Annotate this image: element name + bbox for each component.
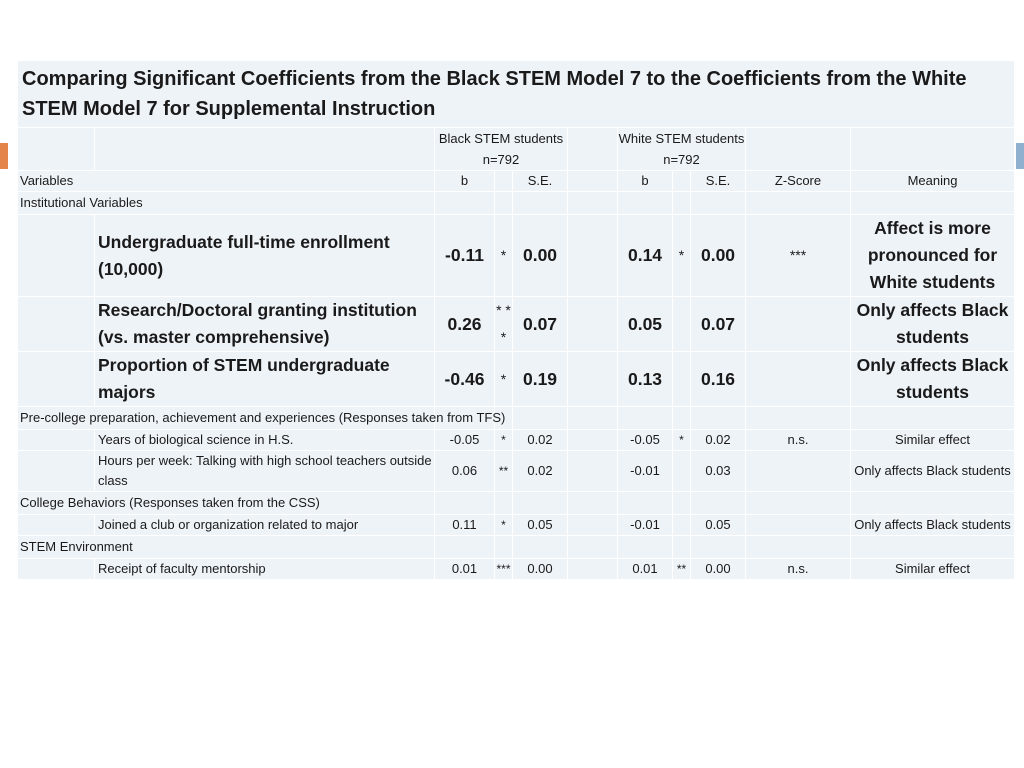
- section-stem: STEM Environment: [18, 536, 435, 559]
- black-b-value: 0.06: [435, 451, 495, 492]
- white-se-value: 0.02: [691, 430, 746, 451]
- black-se-value: 0.02: [513, 430, 568, 451]
- white-b-value: -0.01: [618, 515, 673, 536]
- variables-header: Variables: [18, 171, 435, 192]
- coefficients-table: [17, 60, 1015, 580]
- white-b-value: 0.13: [618, 352, 673, 407]
- white-significance: [673, 451, 691, 492]
- variable-name: Receipt of faculty mentorship: [95, 559, 435, 580]
- variable-name: Years of biological science in H.S.: [95, 430, 435, 451]
- section-row: [18, 536, 1015, 559]
- black-significance: *: [495, 515, 513, 536]
- white-significance: *: [673, 430, 691, 451]
- meaning-text: Only affects Black students: [851, 515, 1015, 536]
- zscore-value: n.s.: [746, 430, 851, 451]
- black-se-value: 0.00: [513, 559, 568, 580]
- black-b-value: 0.01: [435, 559, 495, 580]
- black-significance: *: [495, 430, 513, 451]
- variable-name: Proportion of STEM undergraduate majors: [95, 352, 435, 407]
- white-b-value: 0.14: [618, 215, 673, 297]
- table-title: Comparing Significant Coefficients from the Black STEM Model 7 to the Coefficients from the White STEM Model 7 for Supplemental Instruction: [18, 61, 1015, 128]
- white-significance: [673, 352, 691, 407]
- black-se-value: 0.19: [513, 352, 568, 407]
- table-row: [18, 451, 1015, 492]
- table-row: [18, 352, 1015, 407]
- black-significance: ***: [495, 559, 513, 580]
- black-se-value: 0.02: [513, 451, 568, 492]
- meaning-text: Affect is more pronounced for White students: [851, 215, 1015, 297]
- table-title-row: [18, 61, 1015, 128]
- meaning-header: Meaning: [851, 171, 1015, 192]
- black-se-value: 0.05: [513, 515, 568, 536]
- group-header-row: [18, 128, 1015, 171]
- black-b-value: 0.26: [435, 297, 495, 352]
- black-b-value: -0.05: [435, 430, 495, 451]
- black-b-value: 0.11: [435, 515, 495, 536]
- white-significance: [673, 297, 691, 352]
- white-significance: [673, 515, 691, 536]
- black-significance: *: [495, 352, 513, 407]
- variable-name: Research/Doctoral granting institution (vs. master comprehensive): [95, 297, 435, 352]
- section-row: [18, 492, 1015, 515]
- black-b-value: -0.11: [435, 215, 495, 297]
- white-group-header: White STEM students n=792: [618, 128, 746, 171]
- meaning-text: Similar effect: [851, 559, 1015, 580]
- white-se-value: 0.05: [691, 515, 746, 536]
- table-row: [18, 430, 1015, 451]
- black-se-header: S.E.: [513, 171, 568, 192]
- section-precollege: Pre-college preparation, achievement and experiences (Responses taken from TFS): [18, 407, 435, 430]
- zscore-value: [746, 297, 851, 352]
- white-se-value: 0.16: [691, 352, 746, 407]
- black-se-value: 0.07: [513, 297, 568, 352]
- zscore-value: [746, 515, 851, 536]
- black-se-value: 0.00: [513, 215, 568, 297]
- white-se-value: 0.03: [691, 451, 746, 492]
- white-se-header: S.E.: [691, 171, 746, 192]
- variable-name: Undergraduate full-time enrollment (10,000): [95, 215, 435, 297]
- zscore-value: [746, 352, 851, 407]
- white-significance: **: [673, 559, 691, 580]
- black-b-value: -0.46: [435, 352, 495, 407]
- meaning-text: Similar effect: [851, 430, 1015, 451]
- black-group-header: Black STEM students n=792: [435, 128, 568, 171]
- meaning-text: Only affects Black students: [851, 297, 1015, 352]
- table-row: [18, 559, 1015, 580]
- section-row: [18, 192, 1015, 215]
- table-row: [18, 297, 1015, 352]
- zscore-value: n.s.: [746, 559, 851, 580]
- table-row: [18, 215, 1015, 297]
- table-row: [18, 515, 1015, 536]
- section-row: [18, 407, 1015, 430]
- column-header-row: [18, 171, 1015, 192]
- variable-name: Hours per week: Talking with high school teachers outside class: [95, 451, 435, 492]
- section-institutional: Institutional Variables: [18, 192, 435, 215]
- white-significance: *: [673, 215, 691, 297]
- white-se-value: 0.07: [691, 297, 746, 352]
- white-b-value: 0.01: [618, 559, 673, 580]
- white-b-value: 0.05: [618, 297, 673, 352]
- slide-accent-bar-right: [1016, 143, 1024, 169]
- zscore-value: ***: [746, 215, 851, 297]
- slide-accent-bar-left: [0, 143, 8, 169]
- black-b-header: b: [435, 171, 495, 192]
- section-college: College Behaviors (Responses taken from the CSS): [18, 492, 435, 515]
- zscore-value: [746, 451, 851, 492]
- black-significance: *: [495, 215, 513, 297]
- black-significance: * * *: [495, 297, 513, 352]
- variable-name: Joined a club or organization related to major: [95, 515, 435, 536]
- white-b-header: b: [618, 171, 673, 192]
- white-b-value: -0.05: [618, 430, 673, 451]
- white-se-value: 0.00: [691, 215, 746, 297]
- white-b-value: -0.01: [618, 451, 673, 492]
- meaning-text: Only affects Black students: [851, 352, 1015, 407]
- zscore-header: Z-Score: [746, 171, 851, 192]
- black-significance: **: [495, 451, 513, 492]
- meaning-text: Only affects Black students: [851, 451, 1015, 492]
- white-se-value: 0.00: [691, 559, 746, 580]
